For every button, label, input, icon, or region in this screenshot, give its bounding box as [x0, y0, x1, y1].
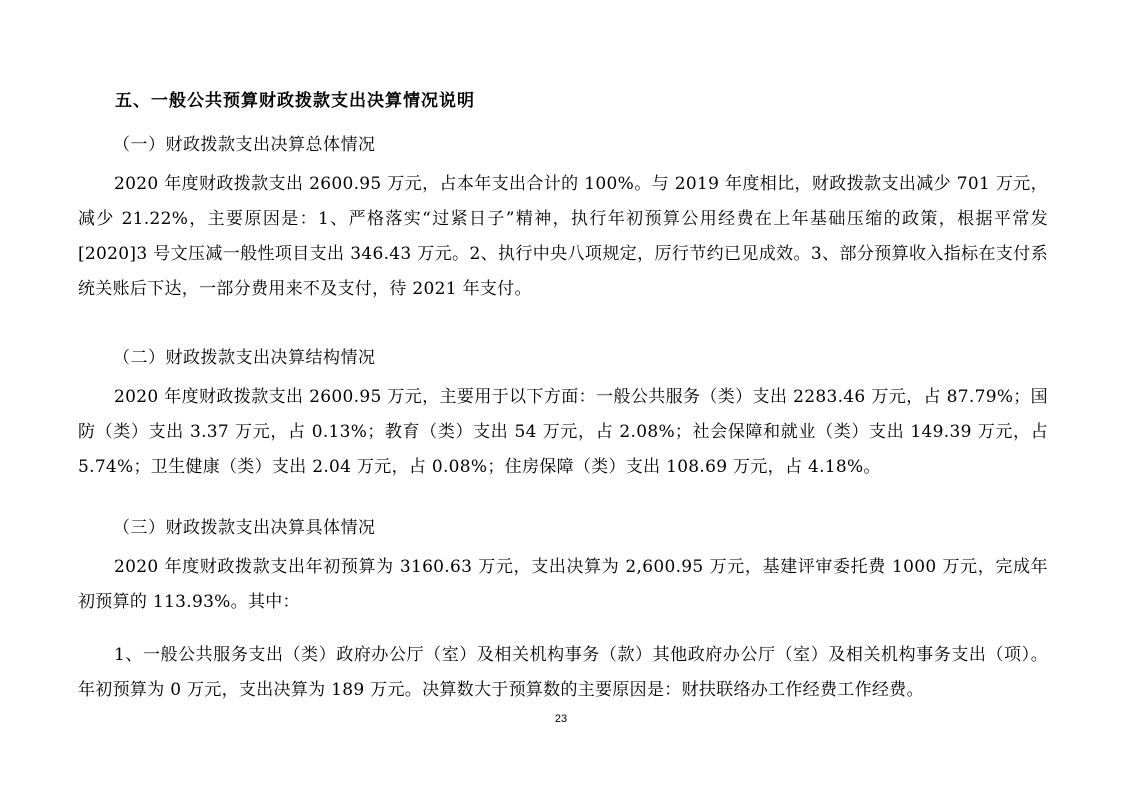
- subsection-heading-structure: （二）财政拨款支出决算结构情况: [113, 348, 376, 368]
- paragraph-details-summary: 2020 年度财政拨款支出年初预算为 3160.63 万元，支出决算为 2,600.95 万元，基建评审委托费 1000 万元，完成年初预算的 113.93%。其中：: [78, 557, 1048, 612]
- subsection-heading-details: （三）财政拨款支出决算具体情况: [113, 518, 376, 538]
- paragraph-structure: 2020 年度财政拨款支出 2600.95 万元，主要用于以下方面：一般公共服务（类）支出 2283.46 万元，占 87.79%；国防（类）支出 3.37 万元，占 0.13%；教育（类）支出 54 万元，占 2.08%；社会保障和就业（类）支出 149.39 万元，占 5.74%；卫生健康（类）支出 2.04 万元，占 0.08%；住房保障（类）支出 108.69 万元，占 4.18%。: [78, 387, 1048, 477]
- page-number: 23: [554, 713, 568, 725]
- paragraph-overall: 2020 年度财政拨款支出 2600.95 万元，占本年支出合计的 100%。与 2019 年度相比，财政拨款支出减少 701 万元，减少 21.22%，主要原因是：1、严格落实“过紧日子”精神，执行年初预算公用经费在上年基础压缩的政策，根据平常发[2020]3 号文压减一般性项目支出 346.43 万元。2、执行中央八项规定，厉行节约已见成效。3、部分预算收入指标在支付系统关账后下达，一部分费用来不及支付，待 2021 年支付。: [78, 174, 1048, 299]
- subsection-heading-overall: （一）财政拨款支出决算总体情况: [113, 135, 376, 155]
- paragraph-details-item-1: 1、一般公共服务支出（类）政府办公厅（室）及相关机构事务（款）其他政府办公厅（室）及相关机构事务支出（项）。年初预算为 0 万元，支出决算为 189 万元。决算数大于预算数的主要原因是：财扶联络办工作经费工作经费。: [78, 645, 1048, 700]
- section-title: 五、一般公共预算财政拨款支出决算情况说明: [115, 91, 475, 111]
